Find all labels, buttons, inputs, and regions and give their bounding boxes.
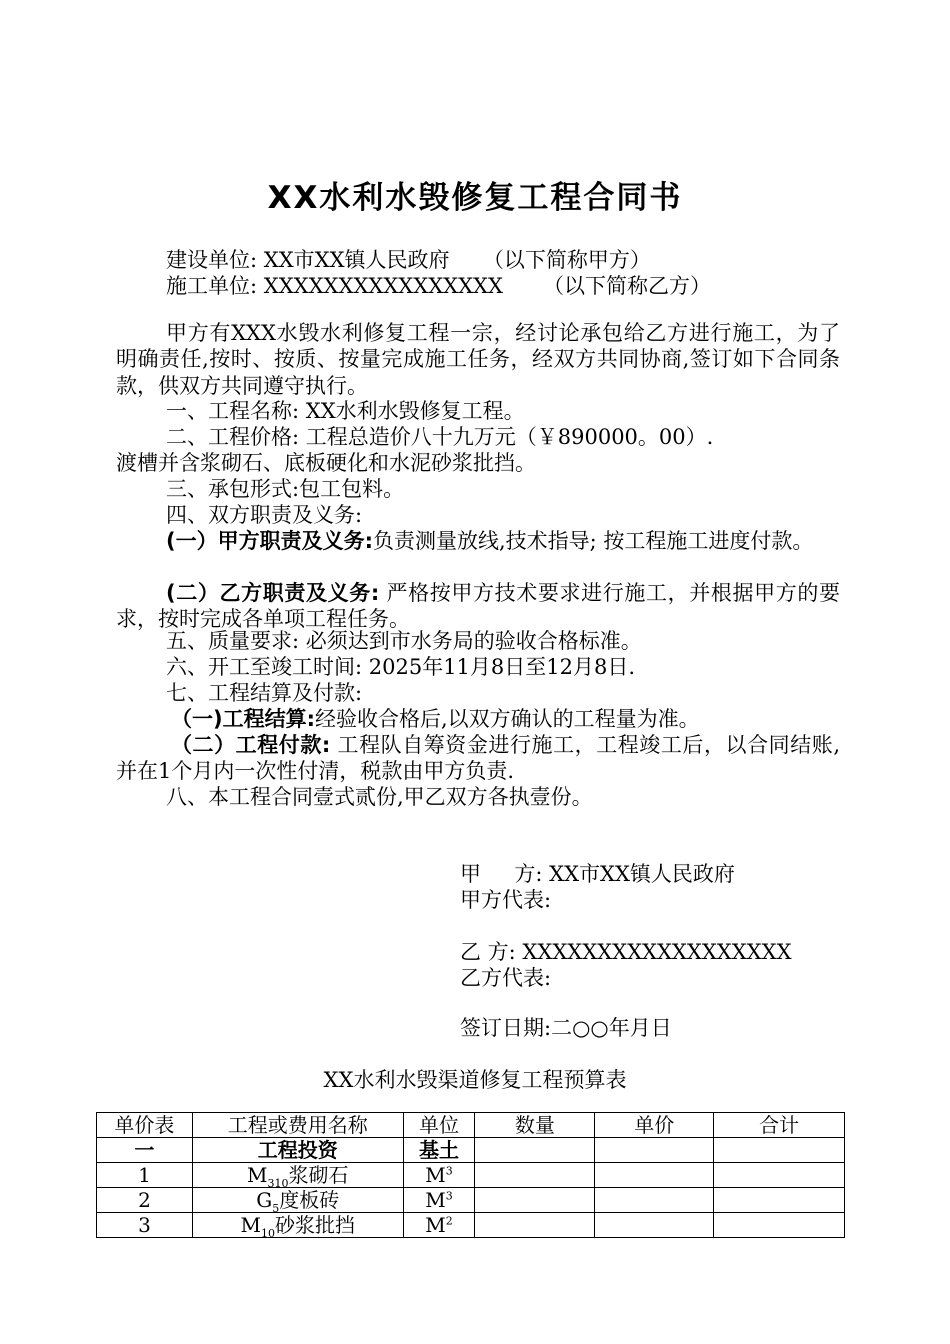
budget-table — [96, 1112, 845, 1238]
section-name: 工程投资 — [192, 1138, 403, 1163]
clause-7-1-text: 经验收合格后,以双方确认的工程量为准。 — [315, 707, 700, 731]
empty-cell — [714, 1213, 845, 1238]
row-number: 1 — [97, 1163, 193, 1188]
header-cell: 合计 — [714, 1113, 845, 1138]
clause-4-2 — [116, 580, 840, 633]
clause-2a: 二、工程价格: 工程总造价八十九万元（￥890000。00）. — [166, 425, 714, 449]
clause-7-1-label: （一)工程结算: — [171, 707, 315, 731]
row-unit: $M^2$ — [403, 1213, 475, 1238]
clause-2b: 渡槽并含浆砌石、底板硬化和水泥砂浆批挡。 — [116, 451, 536, 475]
clause-5: 五、质量要求: 必须达到市水务局的验收合格标准。 — [166, 629, 642, 653]
table-header-row — [97, 1113, 845, 1138]
party-a-representative: 甲方代表: — [460, 888, 552, 912]
empty-cell — [595, 1163, 714, 1188]
empty-cell — [475, 1188, 595, 1213]
clause-7: 七、工程结算及付款: — [166, 681, 363, 705]
header-cell: 数量 — [475, 1113, 595, 1138]
row-number: 3 — [97, 1213, 193, 1238]
party-b-representative: 乙方代表: — [460, 966, 552, 990]
clause-4-2-text: 严格按甲方技术要求进行施工，并根据甲方的要求，按时完成各单项工程任务。 — [116, 581, 840, 632]
empty-cell — [714, 1163, 845, 1188]
row-name: $M_{10}$砂浆批挡 — [192, 1213, 403, 1238]
clause-6: 六、开工至竣工时间: 2025年11月8日至12月8日. — [166, 655, 636, 679]
clause-4-1 — [116, 528, 840, 554]
intro-paragraph: 甲方有XXX水毁水利修复工程一宗，经讨论承包给乙方进行施工，为了明确责任,按时、按质、按量完成施工任务，经双方共同协商,签订如下合同条款，供双方共同遵守执行。 — [116, 321, 840, 398]
contractor-line: 施工单位: XXXXXXXXXXXXXXXX （以下简称乙方） — [166, 274, 712, 298]
clause-4-2-label: (二）乙方职责及义务: — [166, 581, 380, 605]
signing-date: 签订日期:二○○年月日 — [460, 1016, 672, 1040]
clause-7-2 — [116, 732, 840, 785]
document-title: XX水利水毁修复工程合同书 — [267, 180, 683, 216]
table-section-row — [97, 1138, 845, 1163]
clause-8: 八、本工程合同壹式贰份,甲乙双方各执壹份。 — [166, 785, 593, 809]
clause-4: 四、双方职责及义务: — [166, 503, 363, 527]
table-row — [97, 1163, 845, 1188]
empty-cell — [714, 1138, 845, 1163]
table-row — [97, 1188, 845, 1213]
empty-cell — [595, 1213, 714, 1238]
empty-cell — [595, 1138, 714, 1163]
section-number: 一 — [97, 1138, 193, 1163]
empty-cell — [714, 1188, 845, 1213]
clause-4-1-label: (一）甲方职责及义务: — [166, 529, 373, 553]
party-b-signature: 乙 方: XXXXXXXXXXXXXXXXXX — [460, 940, 792, 964]
empty-cell — [595, 1188, 714, 1213]
clause-1: 一、工程名称: XX水利水毁修复工程。 — [166, 399, 525, 423]
budget-table-title: XX水利水毁渠道修复工程预算表 — [323, 1068, 627, 1092]
header-cell: 单位 — [403, 1113, 475, 1138]
header-cell: 工程或费用名称 — [192, 1113, 403, 1138]
row-number: 2 — [97, 1188, 193, 1213]
clause-4-1-text: 负责测量放线,技术指导; 按工程施工进度付款。 — [373, 529, 814, 553]
clause-3: 三、承包形式:包工包料。 — [166, 477, 405, 501]
party-a-signature: 甲 方: XX市XX镇人民政府 — [460, 862, 735, 886]
empty-cell — [475, 1163, 595, 1188]
header-cell: 单价表 — [97, 1113, 193, 1138]
clause-7-2-label: （二）工程付款: — [171, 733, 331, 757]
clause-7-2-text: 工程队自筹资金进行施工，工程竣工后，以合同结账,并在1个月内一次性付清，税款由甲方负责. — [116, 733, 840, 784]
clause-7-1 — [116, 706, 895, 732]
empty-cell — [475, 1213, 595, 1238]
builder-line: 建设单位: XX市XX镇人民政府 （以下简称甲方） — [166, 248, 651, 272]
empty-cell — [475, 1138, 595, 1163]
row-unit: $M^3$ — [403, 1188, 475, 1213]
table-row — [97, 1213, 845, 1238]
row-unit: $M^3$ — [403, 1163, 475, 1188]
header-cell: 单价 — [595, 1113, 714, 1138]
row-name: $M_{310}$浆砌石 — [192, 1163, 403, 1188]
section-unit: 基土 — [403, 1138, 475, 1163]
row-name: $G_5$度板砖 — [192, 1188, 403, 1213]
